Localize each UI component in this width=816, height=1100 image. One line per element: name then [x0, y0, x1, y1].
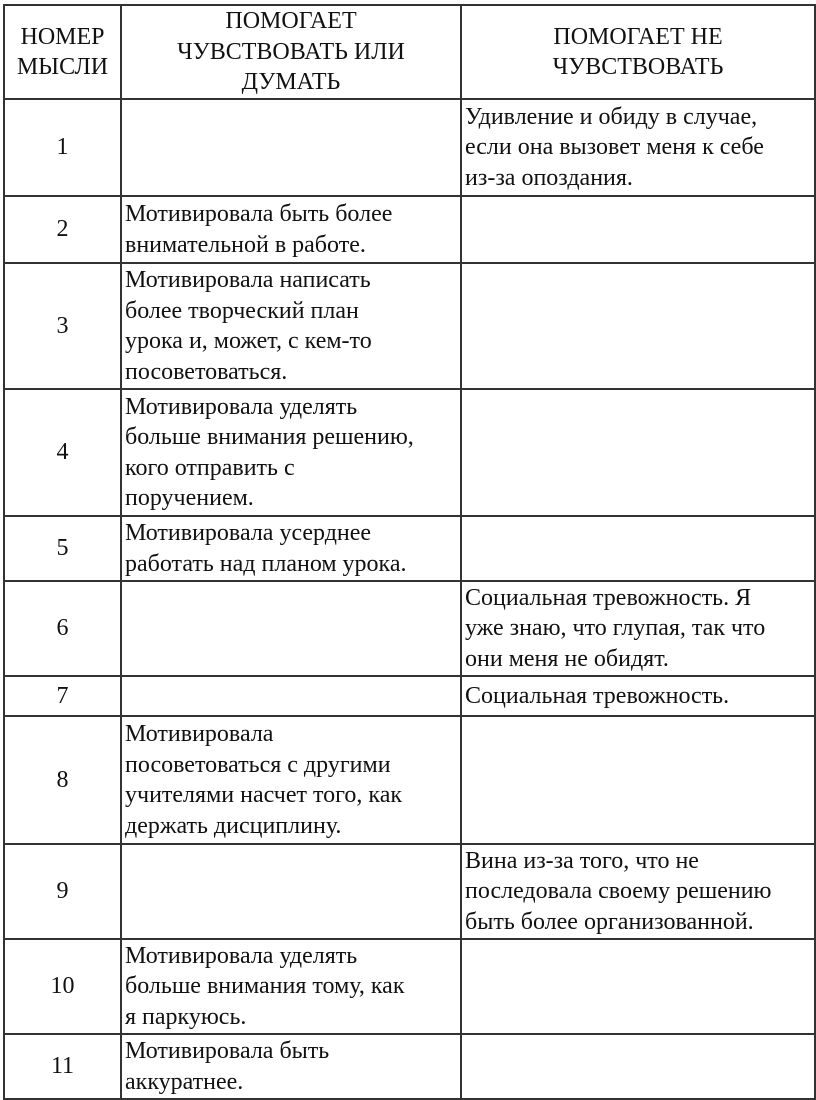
helps-cell: Мотивировала быть более внимательной в работе.: [121, 196, 461, 263]
helps-cell: Мотивировала быть аккуратнее.: [121, 1034, 461, 1099]
helps-cell: Мотивировала написать более творческий план урока и, может, с кем-то посоветоваться.: [121, 263, 461, 389]
thoughts-table: [3, 4, 816, 1100]
table-row: [4, 263, 815, 389]
thought-number-cell: 5: [4, 516, 121, 581]
helps-cell: Мотивировала посоветоваться с другими учителями насчет того, как держать дисциплину.: [121, 716, 461, 844]
helps-not-cell: [461, 389, 815, 516]
helps-not-cell: [461, 939, 815, 1034]
table-row: [4, 939, 815, 1034]
table-row: [4, 1034, 815, 1099]
thought-number-cell: 7: [4, 676, 121, 716]
helps-cell: Мотивировала усерднее работать над планом урока.: [121, 516, 461, 581]
helps-cell: [121, 581, 461, 676]
header-thought-number: НОМЕР МЫСЛИ: [4, 5, 121, 99]
thought-number-cell: 8: [4, 716, 121, 844]
thought-number-cell: 9: [4, 844, 121, 939]
helps-cell: Мотивировала уделять больше внимания решению, кого отправить с поручением.: [121, 389, 461, 516]
header-row: [4, 5, 815, 99]
helps-not-cell: [461, 516, 815, 581]
thought-number-cell: 6: [4, 581, 121, 676]
header-helps-not-feel: ПОМОГАЕТ НЕ ЧУВСТВОВАТЬ: [461, 5, 815, 99]
table-row: [4, 676, 815, 716]
helps-not-cell: [461, 1034, 815, 1099]
helps-not-cell: [461, 196, 815, 263]
helps-cell: [121, 844, 461, 939]
helps-cell: [121, 99, 461, 196]
helps-not-cell: [461, 263, 815, 389]
table-row: [4, 844, 815, 939]
thought-number-cell: 11: [4, 1034, 121, 1099]
table-row: [4, 716, 815, 844]
thought-number-cell: 3: [4, 263, 121, 389]
thought-number-cell: 10: [4, 939, 121, 1034]
table-row: [4, 99, 815, 196]
header-helps-feel-or-think: ПОМОГАЕТ ЧУВСТВОВАТЬ ИЛИ ДУМАТЬ: [121, 5, 461, 99]
thought-number-cell: 2: [4, 196, 121, 263]
helps-not-cell: Социальная тревожность. Я уже знаю, что глупая, так что они меня не обидят.: [461, 581, 815, 676]
helps-not-cell: [461, 716, 815, 844]
table-row: [4, 389, 815, 516]
table-row: [4, 516, 815, 581]
helps-not-cell: Вина из-за того, что не последовала своему решению быть более организованной.: [461, 844, 815, 939]
thought-number-cell: 1: [4, 99, 121, 196]
table-row: [4, 196, 815, 263]
helps-cell: [121, 676, 461, 716]
helps-not-cell: Удивление и обиду в случае, если она вызовет меня к себе из-за опоздания.: [461, 99, 815, 196]
helps-cell: Мотивировала уделять больше внимания тому, как я паркуюсь.: [121, 939, 461, 1034]
helps-not-cell: Социальная тревожность.: [461, 676, 815, 716]
table-row: [4, 581, 815, 676]
thought-number-cell: 4: [4, 389, 121, 516]
